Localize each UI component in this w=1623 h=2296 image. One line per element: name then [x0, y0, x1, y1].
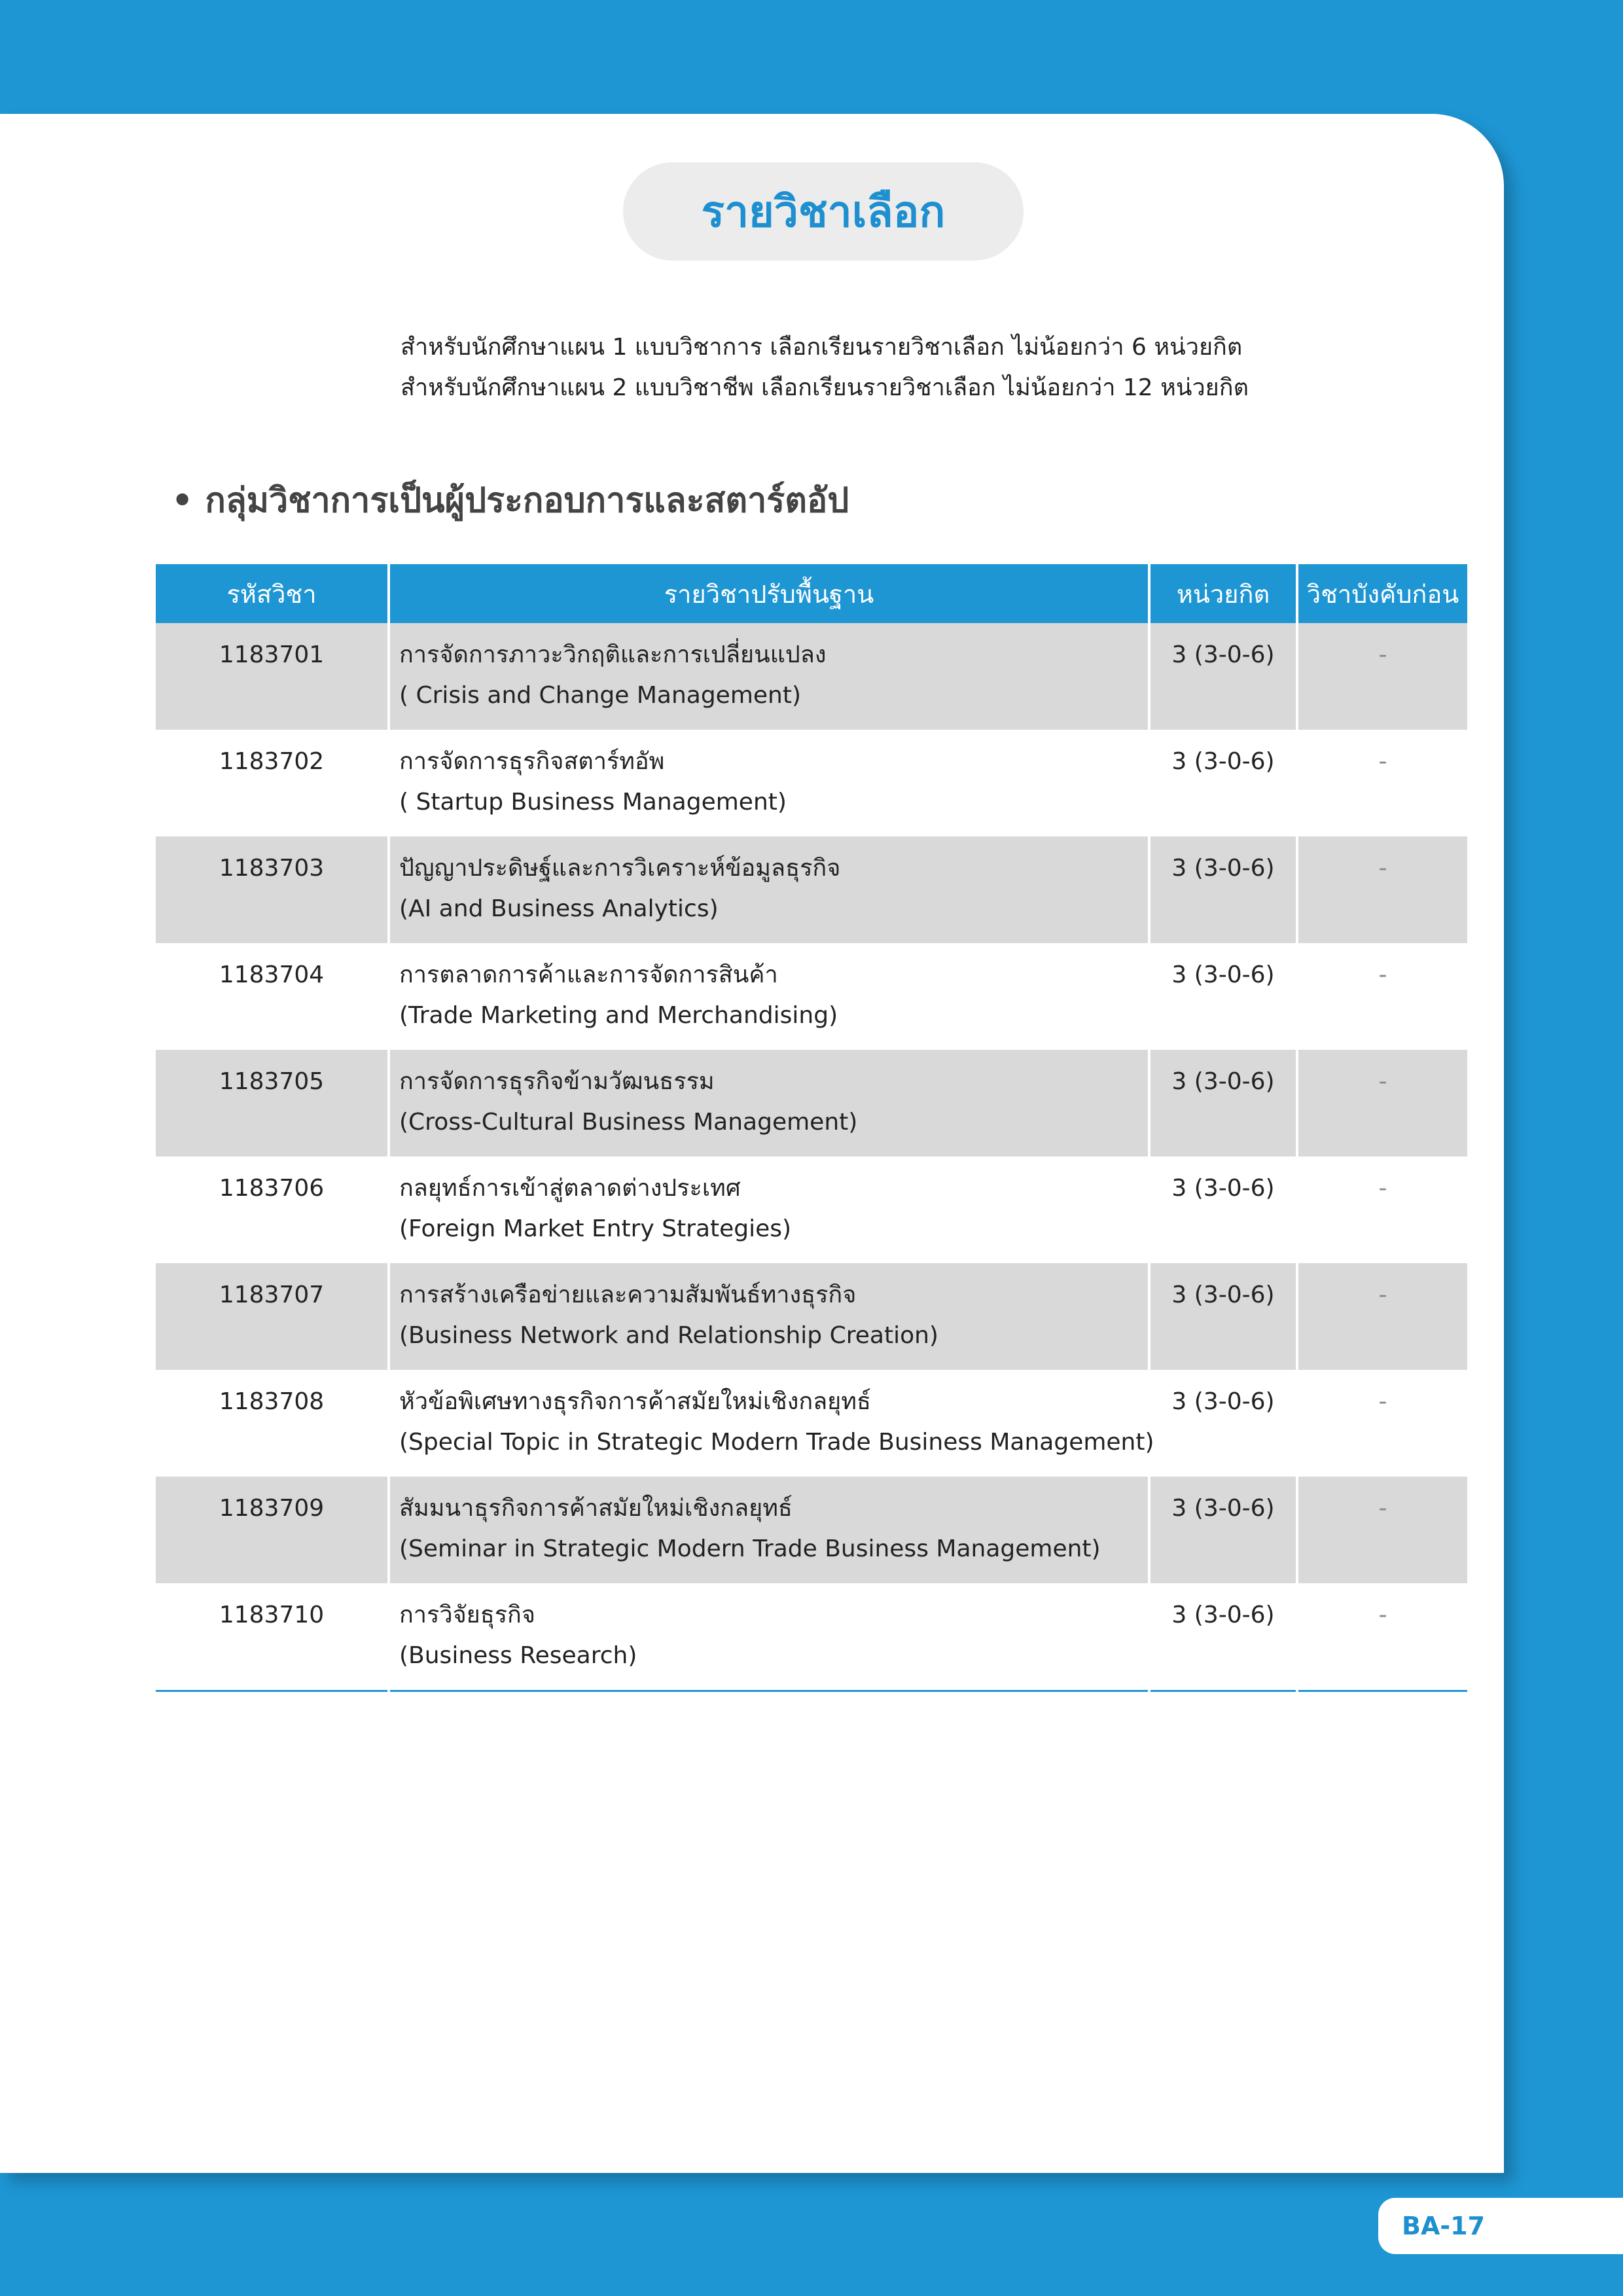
table-row: [156, 1263, 1467, 1370]
course-code: 1183702: [219, 748, 325, 775]
table-row: [156, 1477, 1467, 1583]
course-code: 1183709: [156, 1477, 389, 1583]
course-name-th: การสร้างเครือข่ายและความสัมพันธ์ทางธุรกิจ: [399, 1282, 857, 1308]
course-name: [389, 623, 1149, 730]
course-name: [389, 1583, 1149, 1691]
course-name-en: (Business Network and Relationship Creation): [399, 1322, 938, 1349]
course-name: [389, 1370, 1154, 1477]
course-prerequisite: -: [1297, 730, 1467, 836]
course-name-en: (Seminar in Strategic Modern Trade Business Management): [399, 1535, 1101, 1562]
course-name-th: การจัดการธุรกิจสตาร์ทอัพ: [399, 748, 665, 775]
course-credit: 3 (3-0-6): [1149, 836, 1297, 943]
course-prerequisite: -: [1297, 1157, 1467, 1263]
course-name-th: การตลาดการค้าและการจัดการสินค้า: [399, 961, 778, 988]
table-row: [156, 943, 1467, 1050]
course-credit: 3 (3-0-6): [1149, 1157, 1297, 1263]
course-name: [389, 1263, 1149, 1370]
course-prerequisite: -: [1297, 943, 1467, 1050]
course-credit: 3 (3-0-6): [1149, 1370, 1297, 1477]
course-code: 1183703: [156, 836, 389, 943]
course-name-en: (Special Topic in Strategic Modern Trade Business Management): [399, 1429, 1154, 1456]
course-name: [389, 1157, 1149, 1263]
course-name-en: ( Startup Business Management): [399, 789, 787, 816]
intro-text: [401, 327, 1448, 408]
page-number-tab: [1378, 2198, 1623, 2254]
course-code: 1183710: [156, 1583, 389, 1691]
course-name-en: (Cross-Cultural Business Management): [399, 1109, 858, 1136]
course-code: 1183708: [219, 1388, 325, 1415]
course-name-th: การวิจัยธุรกิจ: [399, 1602, 535, 1628]
course-name-en: (Business Research): [399, 1642, 637, 1669]
table-row: [156, 1370, 1467, 1477]
course-table: [156, 564, 1467, 1692]
course-name: [389, 730, 1149, 836]
table-body: [156, 623, 1467, 1691]
course-name: [389, 836, 1149, 943]
header-credits: หน่วยกิต: [1149, 564, 1297, 623]
course-name-en: ( Crisis and Change Management): [399, 682, 802, 709]
course-name: [389, 943, 1149, 1050]
header-course-code: รหัสวิชา: [156, 564, 389, 623]
course-prerequisite: -: [1297, 1263, 1467, 1370]
table-row: [156, 730, 1467, 836]
header-prerequisite: วิชาบังคับก่อน: [1297, 564, 1467, 623]
intro-line-plan-1: สำหรับนักศึกษาแผน 1 แบบวิชาการ เลือกเรียนรายวิชาเลือก ไม่น้อยกว่า 6 หน่วยกิต: [401, 334, 1243, 361]
course-credit: 3 (3-0-6): [1149, 1263, 1297, 1370]
course-name: [389, 1050, 1149, 1157]
course-prerequisite: -: [1297, 1583, 1467, 1691]
course-credit: 3 (3-0-6): [1149, 1477, 1297, 1583]
course-prerequisite: -: [1297, 1050, 1467, 1157]
page-number: BA-17: [1402, 2212, 1486, 2240]
course-name-en: (AI and Business Analytics): [399, 895, 719, 922]
course-prerequisite: -: [1297, 1370, 1467, 1477]
course-name-th: หัวข้อพิเศษทางธุรกิจการค้าสมัยใหม่เชิงกลยุทธ์: [399, 1388, 871, 1415]
course-code: 1183705: [156, 1050, 389, 1157]
table-row: [156, 1157, 1467, 1263]
course-credit: 3 (3-0-6): [1149, 1050, 1297, 1157]
course-code: 1183704: [219, 961, 325, 988]
table-row: [156, 1050, 1467, 1157]
course-name-th: การจัดการธุรกิจข้ามวัฒนธรรม: [399, 1068, 715, 1095]
course-name-en: (Foreign Market Entry Strategies): [399, 1215, 792, 1242]
table-header-row: [156, 564, 1467, 623]
section-heading: • กลุ่มวิชาการเป็นผู้ประกอบการและสตาร์ตอัป: [171, 481, 849, 520]
page-title: รายวิชาเลือก: [623, 162, 1024, 260]
course-table-wrapper: [156, 564, 1467, 1692]
course-credit: 3 (3-0-6): [1149, 623, 1297, 730]
header-course-name: รายวิชาปรับพื้นฐาน: [389, 564, 1149, 623]
course-prerequisite: -: [1297, 623, 1467, 730]
course-credit: 3 (3-0-6): [1149, 730, 1297, 836]
course-credit: 3 (3-0-6): [1149, 1583, 1297, 1691]
course-name-th: กลยุทธ์การเข้าสู่ตลาดต่างประเทศ: [399, 1175, 741, 1202]
table-row: [156, 623, 1467, 730]
course-credit: 3 (3-0-6): [1149, 943, 1297, 1050]
course-name-th: การจัดการภาวะวิกฤติและการเปลี่ยนแปลง: [399, 641, 827, 668]
course-name: [389, 1477, 1149, 1583]
course-name-th: สัมมนาธุรกิจการค้าสมัยใหม่เชิงกลยุทธ์: [399, 1495, 793, 1522]
course-prerequisite: -: [1297, 1477, 1467, 1583]
course-prerequisite: -: [1297, 836, 1467, 943]
intro-line-plan-2: สำหรับนักศึกษาแผน 2 แบบวิชาชีพ เลือกเรียนรายวิชาเลือก ไม่น้อยกว่า 12 หน่วยกิต: [401, 374, 1249, 401]
course-name-en: (Trade Marketing and Merchandising): [399, 1002, 838, 1029]
course-code: 1183707: [156, 1263, 389, 1370]
course-code: 1183706: [219, 1175, 325, 1202]
table-row: [156, 1583, 1467, 1691]
table-row: [156, 836, 1467, 943]
course-code: 1183701: [156, 623, 389, 730]
course-name-th: ปัญญาประดิษฐ์และการวิเคราะห์ข้อมูลธุรกิจ: [399, 855, 841, 882]
